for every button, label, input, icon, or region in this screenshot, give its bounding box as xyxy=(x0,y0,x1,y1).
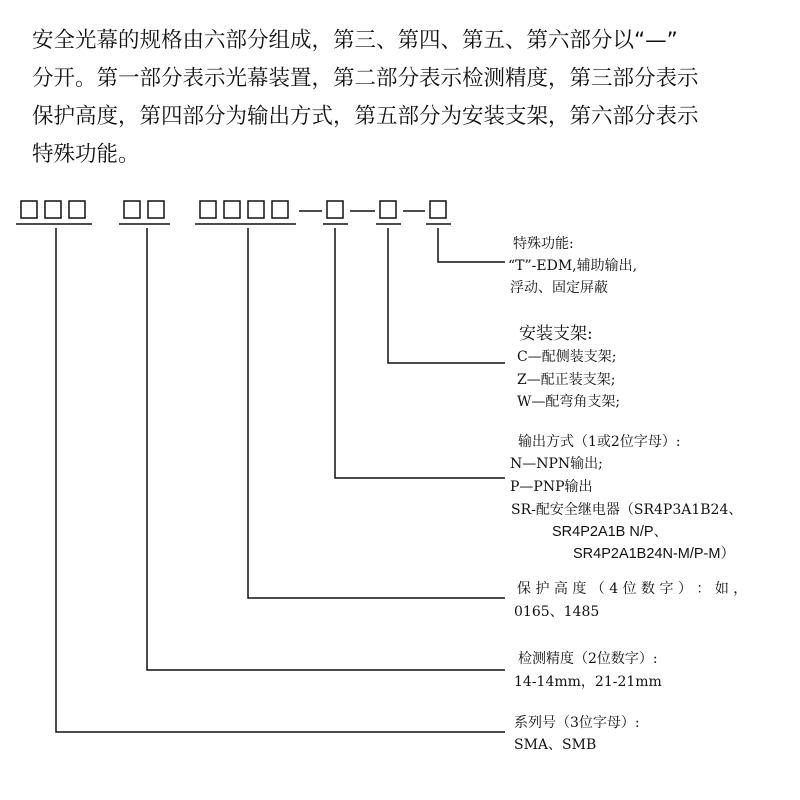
legend-special xyxy=(508,235,637,296)
leader-bracket xyxy=(388,228,505,363)
intro-line-3: 保护高度，第四部分为输出方式，第五部分为安装支架，第六部分表示 xyxy=(32,104,699,129)
intro-line-2: 分开。第一部分表示光幕装置，第二部分表示检测精度，第三部分表示 xyxy=(32,66,699,91)
legend-series-line1: SMA、SMB xyxy=(514,737,597,753)
legend-special-title: 特殊功能: xyxy=(513,236,574,252)
legend-bracket-title: 安装支架: xyxy=(519,324,593,344)
code-box xyxy=(124,201,140,218)
legend-output xyxy=(510,434,742,562)
legend-height-title: 保 护 高 度 （ 4 位 数 字 ） ： 如 ， xyxy=(517,581,748,597)
legend-series xyxy=(514,715,640,753)
legend-output-line1: N—NPN输出; xyxy=(510,456,603,472)
intro-line-4: 特殊功能。 xyxy=(32,142,140,167)
code-box xyxy=(200,201,216,218)
legend-bracket-line2: Z—配正装支架; xyxy=(517,372,616,388)
code-box xyxy=(45,201,61,218)
legend-output-line5: SR4P2A1B24N-M/P-M） xyxy=(573,546,735,562)
code-box xyxy=(21,201,37,218)
legend-precision-line1: 14-14mm，21-21mm xyxy=(514,674,662,690)
legend-output-line4: SR4P2A1B N/P、 xyxy=(552,524,669,540)
legend-output-title: 输出方式（1或2位字母）: xyxy=(518,434,681,450)
intro-line-1: 安全光幕的规格由六部分组成，第三、第四、第五、第六部分以“—” xyxy=(32,28,678,53)
code-group-6 xyxy=(426,201,451,224)
code-box xyxy=(148,201,164,218)
code-group-1 xyxy=(16,201,92,224)
code-group-4 xyxy=(323,201,348,224)
code-box xyxy=(69,201,85,218)
legend-output-line2: P—PNP输出 xyxy=(510,479,593,495)
code-group-5 xyxy=(376,201,401,224)
legend-precision-title: 检测精度（2位数字）: xyxy=(518,651,658,667)
code-box xyxy=(272,201,288,218)
legend-precision xyxy=(514,650,662,690)
code-box xyxy=(380,201,396,218)
legend-output-line3: SR-配安全继电器（SR4P3A1B24、 xyxy=(511,502,743,518)
code-box xyxy=(430,201,446,218)
code-box xyxy=(224,201,240,218)
legend-bracket-line1: C—配侧装支架; xyxy=(517,349,617,365)
code-group-2 xyxy=(119,201,170,224)
legend-bracket xyxy=(517,324,620,410)
leader-precision xyxy=(147,228,505,670)
legend-bracket-line3: W—配弯角支架; xyxy=(517,394,621,410)
code-box xyxy=(327,201,343,218)
leader-output xyxy=(335,228,505,478)
leader-height xyxy=(248,228,505,598)
legend-special-line1: “T”-EDM,辅助输出, xyxy=(508,258,638,274)
leader-series xyxy=(56,228,505,732)
code-box xyxy=(248,201,264,218)
legend-series-title: 系列号（3位字母）: xyxy=(514,715,640,731)
code-group-3 xyxy=(195,201,296,224)
legend-height-line1: 0165、1485 xyxy=(514,604,600,620)
legend-height xyxy=(514,580,747,620)
legend-special-line2: 浮动、固定屏蔽 xyxy=(510,280,608,296)
leader-special xyxy=(438,228,505,262)
